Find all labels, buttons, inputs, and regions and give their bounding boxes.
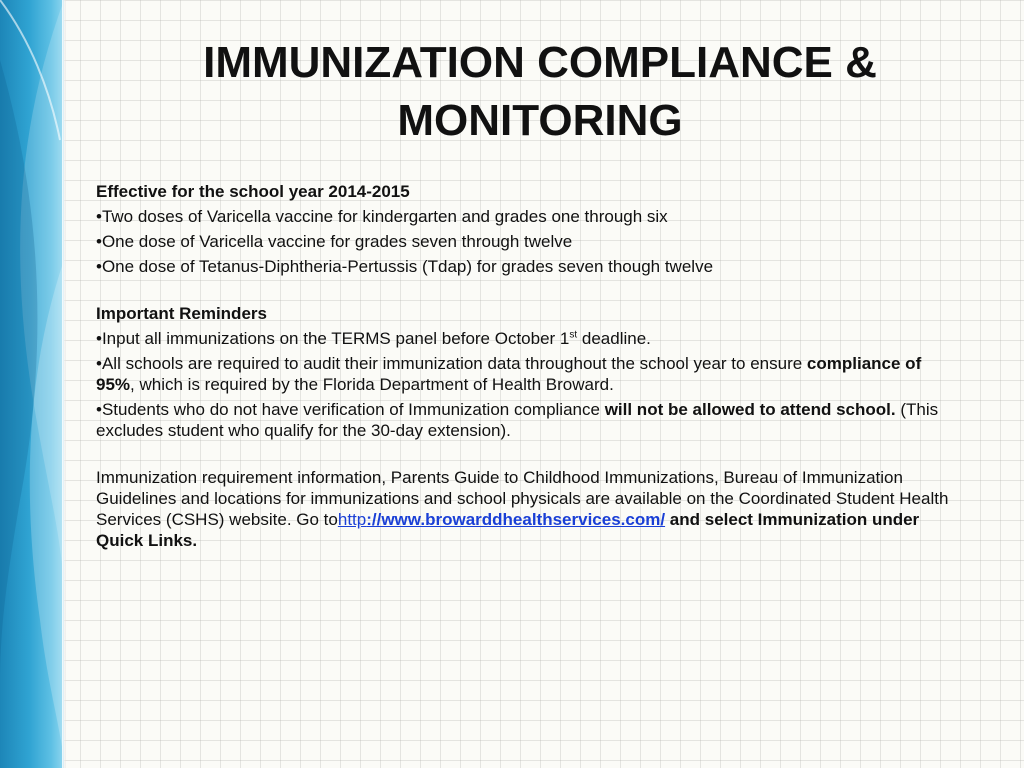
bullet-text: Two doses of Varicella vaccine for kindergarten and grades one through six — [101, 207, 668, 226]
title-line-2: MONITORING — [397, 96, 683, 145]
bullet-symbol: • — [96, 232, 102, 251]
bullet-symbol: • — [96, 329, 102, 348]
info-paragraph — [96, 467, 964, 551]
title-line-1: IMMUNIZATION COMPLIANCE & — [203, 38, 877, 87]
bullet-text-tail: , which is required by the Florida Department of Health Broward. — [130, 375, 614, 394]
info-text: Immunization requirement information, Parents Guide to Childhood Immunizations, Bureau of Immunization Guidelines and locations for immunizations and school physicals are available on the Coordinated Student Health Services (CSHS) website. Go to — [96, 468, 949, 529]
bullet-text: Students who do not have verification of Immunization compliance — [101, 400, 605, 419]
section2-heading: Important Reminders — [96, 304, 267, 323]
ordinal-suffix: st — [569, 329, 578, 341]
bullet-text: Input all immunizations on the TERMS panel before October 1 — [101, 329, 570, 348]
decorative-side-band — [0, 0, 64, 768]
swoosh-decoration — [0, 0, 64, 768]
bullet-item — [96, 399, 964, 441]
bullet-item — [96, 328, 964, 349]
bullet-emphasis: will not be allowed to attend school. — [604, 400, 896, 419]
bullet-symbol: • — [96, 354, 102, 373]
info-instruction: and select Immunization under Quick Links. — [96, 510, 920, 550]
link-url: ://www.browarddhealthservices.com/ — [366, 510, 666, 529]
side-band-edge — [62, 0, 66, 768]
bullet-emphasis: compliance of 95% — [96, 354, 922, 394]
slide-content — [96, 181, 964, 555]
bullet-text: One dose of Varicella vaccine for grades seven through twelve — [101, 232, 573, 251]
bullet-item — [96, 231, 964, 252]
bullet-item — [96, 206, 964, 227]
slide-title — [110, 34, 970, 150]
bullet-text-tail: (This excludes student who qualify for the 30-day extension). — [96, 400, 939, 440]
cshs-website-link[interactable] — [338, 510, 665, 529]
section1-heading: Effective for the school year 2014-2015 — [96, 182, 410, 201]
bullet-text: All schools are required to audit their immunization data throughout the school year to ensure — [101, 354, 807, 373]
section-gap — [96, 281, 964, 303]
bullet-text-tail: deadline. — [577, 329, 651, 348]
bullet-symbol: • — [96, 257, 102, 276]
bullet-symbol: • — [96, 400, 102, 419]
bullet-item — [96, 256, 964, 277]
bullet-item — [96, 353, 964, 395]
section-gap — [96, 445, 964, 467]
bullet-symbol: • — [96, 207, 102, 226]
link-prefix: http — [337, 510, 367, 529]
bullet-text: One dose of Tetanus-Diphtheria-Pertussis (Tdap) for grades seven though twelve — [101, 257, 714, 276]
